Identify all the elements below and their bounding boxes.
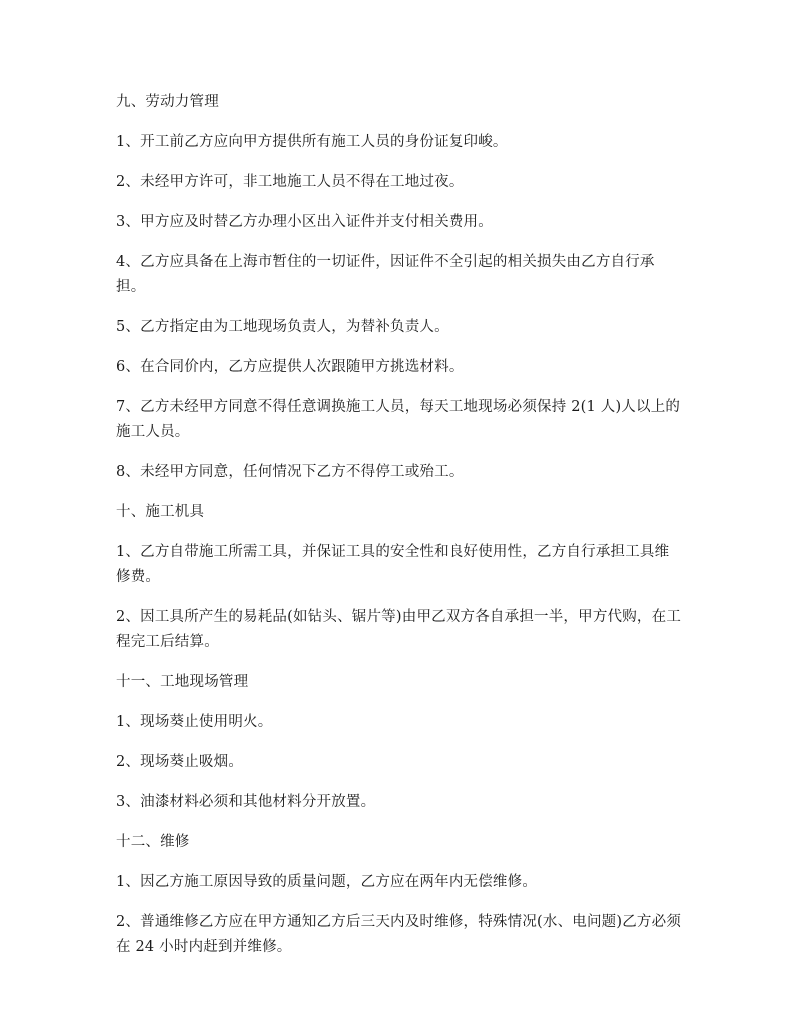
clause-12-1: 1、因乙方施工原因导致的质量问题，乙方应在两年内无偿维修。: [116, 874, 538, 890]
clause-9-7: 7、乙方未经甲方同意不得任意调换施工人员，每天工地现场必须保持 2(1 人)人以上的施工人员。: [116, 399, 681, 440]
section-heading-labor-management: 九、劳动力管理: [116, 94, 219, 110]
clause-9-8: 8、未经甲方同意，任何情况下乙方不得停工或殆工。: [116, 464, 464, 480]
clause-10-2: 2、因工具所产生的易耗品(如钻头、锯片等)由甲乙双方各自承担一半，甲方代购，在工程完工后结算。: [116, 609, 682, 650]
clause-9-4: 4、乙方应具备在上海市暂住的一切证件，因证件不全引起的相关损失由乙方自行承担。: [116, 254, 655, 295]
document-body: [116, 90, 682, 975]
clause-11-3: 3、油漆材料必须和其他材料分开放置。: [116, 794, 376, 810]
section-heading-maintenance: 十二、维修: [116, 834, 190, 850]
clause-9-3: 3、甲方应及时替乙方办理小区出入证件并支付相关费用。: [116, 214, 493, 230]
clause-9-5: 5、乙方指定由为工地现场负责人，为替补负责人。: [116, 319, 449, 335]
clause-12-2: 2、普通维修乙方应在甲方通知乙方后三天内及时维修，特殊情况(水、电问题)乙方必须在 24 小时内赶到并维修。: [116, 914, 682, 955]
section-heading-construction-tools: 十、施工机具: [116, 504, 205, 520]
clause-9-6: 6、在合同价内，乙方应提供人次跟随甲方挑选材料。: [116, 359, 464, 375]
clause-11-1: 1、现场葵止使用明火。: [116, 714, 273, 730]
clause-9-2: 2、未经甲方许可，非工地施工人员不得在工地过夜。: [116, 174, 464, 190]
clause-10-1: 1、乙方自带施工所需工具，并保证工具的安全性和良好使用性，乙方自行承担工具维修费。: [116, 544, 670, 585]
clause-11-2: 2、现场葵止吸烟。: [116, 754, 244, 770]
clause-9-1: 1、开工前乙方应向甲方提供所有施工人员的身份证复印峻。: [116, 134, 508, 150]
section-heading-site-management: 十一、工地现场管理: [116, 674, 249, 690]
